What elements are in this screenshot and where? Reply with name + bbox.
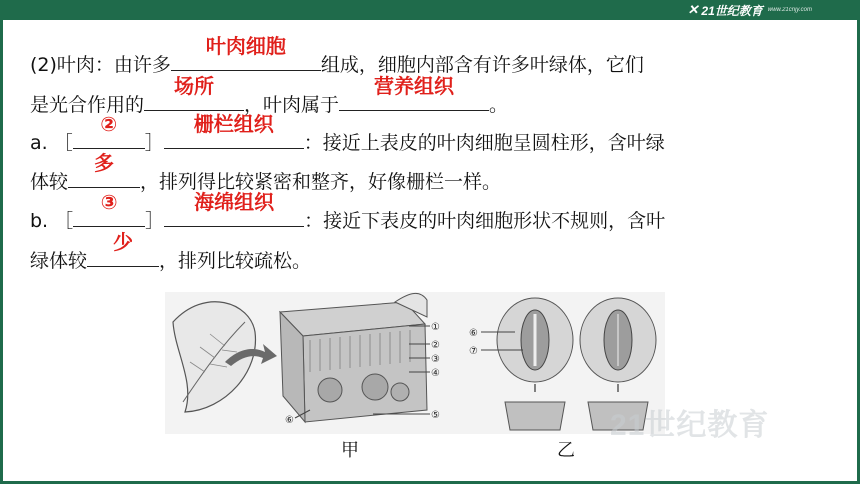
text-fragment: ，排列比较疏松。 (159, 250, 312, 272)
text-fragment: b. ［ (30, 210, 74, 232)
answer-5: 栅栏组织 (193, 112, 274, 136)
leaf-structure-figure (165, 292, 665, 434)
text-fragment: ：接近下表皮的叶肉细胞形状不规则，含叶 (304, 210, 666, 232)
blank-1 (171, 34, 321, 71)
text-fragment: 是光合作用的 (30, 94, 145, 116)
label-5: ⑤ (431, 410, 440, 421)
left-border (0, 20, 3, 484)
answer-2: 场所 (174, 74, 215, 98)
text-fragment: 。 (489, 94, 509, 116)
blank-7 (73, 190, 145, 227)
label-yi-6: ⑥ (469, 328, 478, 339)
header-bar (0, 0, 860, 20)
text-fragment: ］ (145, 210, 165, 232)
text-fragment: 组成，细胞内部含有许多叶绿体，它们 (320, 54, 644, 76)
blank-3 (339, 74, 489, 111)
runner-icon: ✕ (687, 2, 699, 17)
text-line-1 (30, 34, 644, 78)
caption-jia: 甲 (341, 440, 359, 461)
text-fragment: ，叶肉属于 (244, 94, 340, 116)
blank-2 (144, 74, 244, 111)
label-3: ③ (431, 354, 440, 365)
watermark: 21世纪教育 (610, 409, 770, 442)
text-fragment: a. ［ (30, 132, 73, 154)
text-fragment: 绿体较 (30, 250, 88, 272)
logo-url: www.21cnjy.com (767, 7, 812, 13)
blank-4 (73, 112, 145, 149)
leaf-block-diagram (280, 293, 427, 422)
label-yi-7: ⑦ (469, 346, 478, 357)
blank-5 (164, 112, 304, 149)
answer-8: 海绵组织 (194, 190, 275, 214)
answer-4: ② (100, 112, 118, 136)
answer-9: 少 (113, 230, 134, 254)
label-1: ① (431, 322, 440, 333)
logo-text: 21世纪教育 (701, 3, 763, 18)
caption-yi: 乙 (557, 440, 575, 461)
label-6: ⑥ (285, 415, 294, 426)
blank-6 (68, 151, 140, 188)
label-2: ② (431, 340, 440, 351)
answer-6: 多 (94, 151, 115, 175)
answer-3: 营养组织 (374, 74, 455, 98)
blank-9 (87, 230, 159, 267)
text-line-6 (30, 230, 312, 274)
text-fragment: (2)叶肉：由许多 (30, 54, 171, 76)
answer-1: 叶肉细胞 (205, 34, 286, 58)
text-fragment: ］ (144, 132, 164, 154)
blank-8 (164, 190, 304, 227)
text-fragment: ，排列得比较紧密和整齐，好像栅栏一样。 (140, 171, 502, 193)
text-fragment: 体较 (30, 171, 69, 193)
text-fragment: ：接近上表皮的叶肉细胞呈圆柱形，含叶绿 (303, 132, 665, 154)
brand-logo (687, 2, 812, 18)
answer-7: ③ (100, 190, 118, 214)
label-4: ④ (431, 368, 440, 379)
